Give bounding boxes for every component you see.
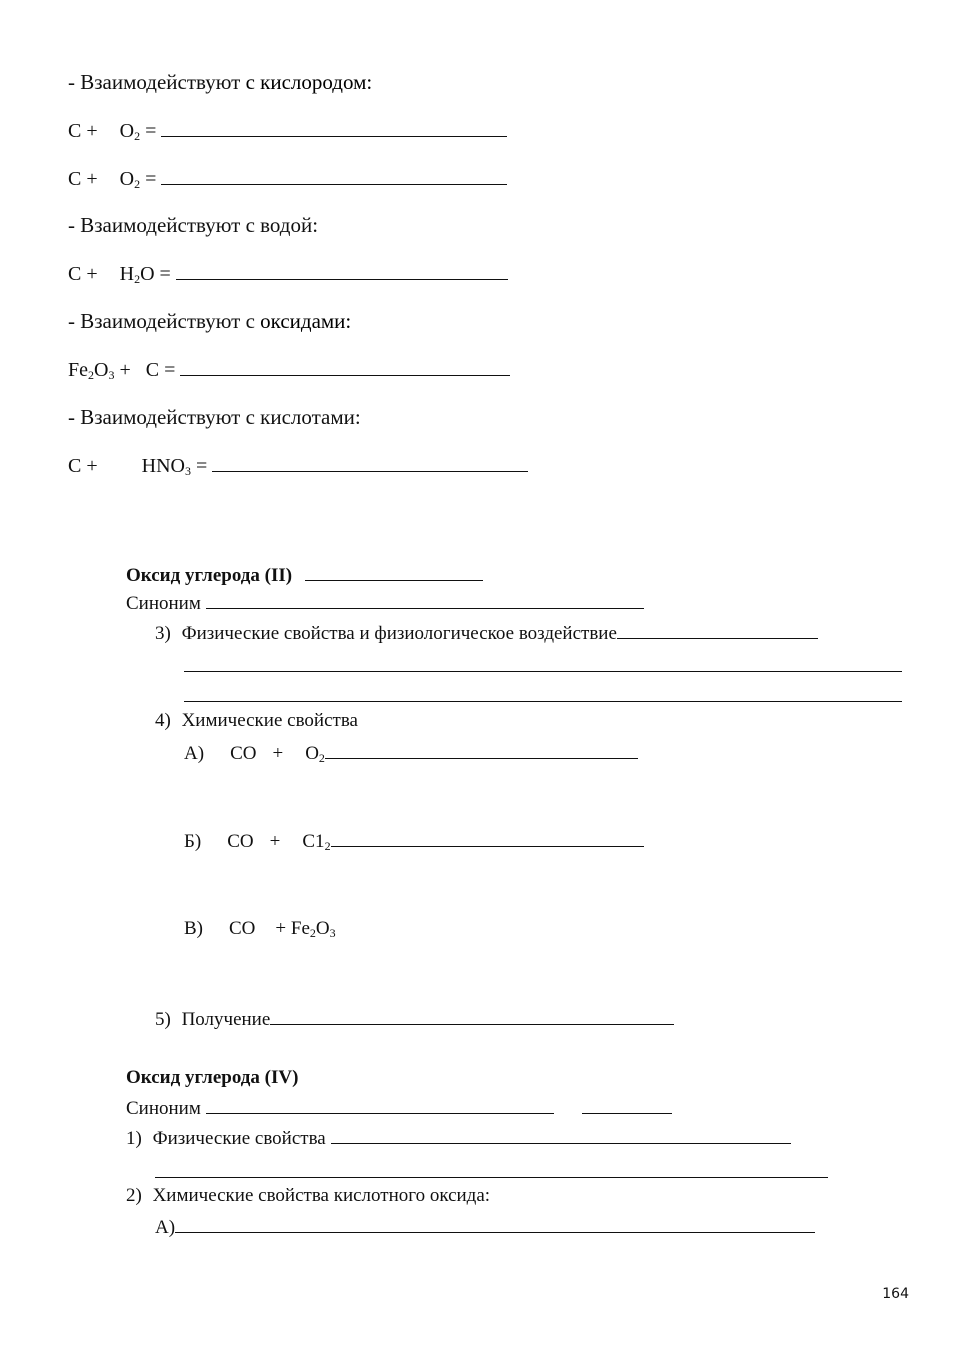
co2-item2-number: 2): [126, 1185, 142, 1206]
co-item-5: [155, 1006, 674, 1032]
co-reaction-a-sub: 2: [318, 751, 325, 765]
co-title-text: Оксид углерода (II): [126, 565, 293, 586]
co2-synonym: [126, 1095, 672, 1121]
eq4-sub2: 3: [108, 368, 115, 382]
co-item4-number: 4): [155, 710, 171, 731]
co-item-4: [155, 709, 358, 733]
eq2-answer-blank[interactable]: [161, 166, 507, 185]
acids-heading-text: - Взаимодействуют с кислотами:: [68, 405, 361, 429]
oxides-heading-emph: оксидами:: [260, 309, 352, 333]
co-reaction-b-co: CO: [227, 831, 254, 852]
eq3-reactant-c: C +: [68, 263, 98, 285]
co-reaction-b-label: Б): [184, 831, 202, 852]
co-reaction-b-sub: 2: [324, 839, 331, 853]
equation-1: [68, 118, 507, 143]
equation-5: [68, 453, 528, 478]
co2-item-1: [126, 1125, 791, 1151]
eq5-sub: 3: [184, 464, 191, 478]
co-title-blank[interactable]: [305, 562, 483, 581]
eq1-reactant-c: C +: [68, 120, 98, 142]
eq4-fe: Fe: [68, 359, 88, 381]
co-reaction-v-sub2: 3: [329, 926, 336, 940]
co-item5-blank[interactable]: [270, 1006, 674, 1025]
eq4-answer-blank[interactable]: [180, 357, 510, 376]
eq4-rest: + C =: [119, 359, 176, 381]
eq3-answer-blank[interactable]: [176, 261, 508, 280]
co-item-3: [155, 620, 818, 646]
water-heading: [68, 213, 318, 237]
co2-title: [126, 1066, 298, 1090]
equation-2: [68, 166, 507, 191]
eq5-reactant-c: C +: [68, 455, 98, 477]
co2-item1-text: Физические свойства: [152, 1128, 326, 1149]
oxygen-heading-emph: с кислородом:: [245, 70, 373, 94]
co-item3-number: 3): [155, 623, 171, 644]
co2-synonym-blank-2[interactable]: [582, 1095, 672, 1114]
co-item3-blank[interactable]: [617, 620, 818, 639]
acids-heading: [68, 405, 361, 429]
equation-4: [68, 357, 510, 382]
co-synonym: [126, 590, 644, 616]
eq4-sub1: 2: [88, 368, 94, 382]
oxides-heading: [68, 309, 351, 333]
co-reaction-b: [184, 828, 644, 854]
oxides-heading-text: - Взаимодействуют с: [68, 309, 255, 333]
co-reaction-v-sub1: 2: [309, 926, 316, 940]
oxygen-heading: [68, 70, 372, 94]
eq5-hno: HNO: [141, 455, 185, 477]
co2-item1-blank[interactable]: [331, 1125, 791, 1144]
co-reaction-a-co: CO: [230, 743, 257, 764]
co-item3-answer-line-1[interactable]: [184, 671, 902, 672]
page-number: 164: [882, 1286, 909, 1302]
eq1-sub: 2: [134, 129, 141, 143]
co-reaction-a-label: А): [184, 743, 205, 764]
co-item3-answer-line-2[interactable]: [184, 701, 902, 702]
oxygen-heading-text: - Взаимодействуют: [68, 70, 241, 94]
co2-reaction-a: [155, 1214, 815, 1240]
eq2-reactant-c: C +: [68, 168, 98, 190]
co-item4-text: Химические свойства: [181, 710, 358, 731]
co-item5-number: 5): [155, 1009, 171, 1030]
co-reaction-v-plus: + Fe: [275, 918, 310, 939]
co-reaction-a-plus: +: [272, 743, 284, 764]
eq3-sub: 2: [134, 272, 141, 286]
co-reaction-v-label: В): [184, 918, 203, 939]
co-reaction-b-cl: C1: [302, 831, 325, 852]
eq4-o: O: [94, 359, 109, 381]
eq5-answer-blank[interactable]: [212, 453, 528, 472]
equation-3: [68, 261, 508, 286]
co2-synonym-label: Синоним: [126, 1098, 201, 1119]
co2-reaction-a-label: А): [155, 1217, 176, 1238]
co-reaction-v-o: O: [315, 918, 330, 939]
co-reaction-v: [184, 917, 336, 941]
eq2-sub: 2: [134, 177, 141, 191]
eq5-equals: =: [195, 455, 208, 477]
co-reaction-a-o: O: [305, 743, 319, 764]
co-item5-text: Получение: [181, 1009, 271, 1030]
co-reaction-b-blank[interactable]: [331, 828, 644, 847]
eq1-reactant-o: O: [119, 120, 135, 142]
co-reaction-v-co: CO: [229, 918, 256, 939]
eq3-reactant-o: O =: [140, 263, 171, 285]
co-synonym-blank[interactable]: [206, 590, 644, 609]
co2-synonym-blank-1[interactable]: [206, 1095, 554, 1114]
eq2-reactant-o: O: [119, 168, 135, 190]
eq3-reactant-h: H: [119, 263, 135, 285]
co2-item-2: [126, 1184, 490, 1208]
eq1-equals: =: [145, 120, 157, 142]
co2-reaction-a-blank[interactable]: [175, 1214, 815, 1233]
co2-item2-text: Химические свойства кислотного оксида:: [152, 1185, 491, 1206]
co2-item1-number: 1): [126, 1128, 142, 1149]
co-reaction-b-plus: +: [269, 831, 281, 852]
co-reaction-a: [184, 740, 638, 766]
co2-title-text: Оксид углерода (IV): [126, 1067, 299, 1088]
co-item3-text: Физические свойства и физиологическое воздействие: [181, 623, 617, 644]
co-title: [126, 562, 483, 588]
co-reaction-a-blank[interactable]: [325, 740, 638, 759]
eq2-equals: =: [145, 168, 157, 190]
eq1-answer-blank[interactable]: [161, 118, 507, 137]
co-synonym-label: Синоним: [126, 593, 201, 614]
water-heading-text: - Взаимодействуют с водой:: [68, 213, 319, 237]
co2-item1-answer-line[interactable]: [155, 1177, 828, 1178]
